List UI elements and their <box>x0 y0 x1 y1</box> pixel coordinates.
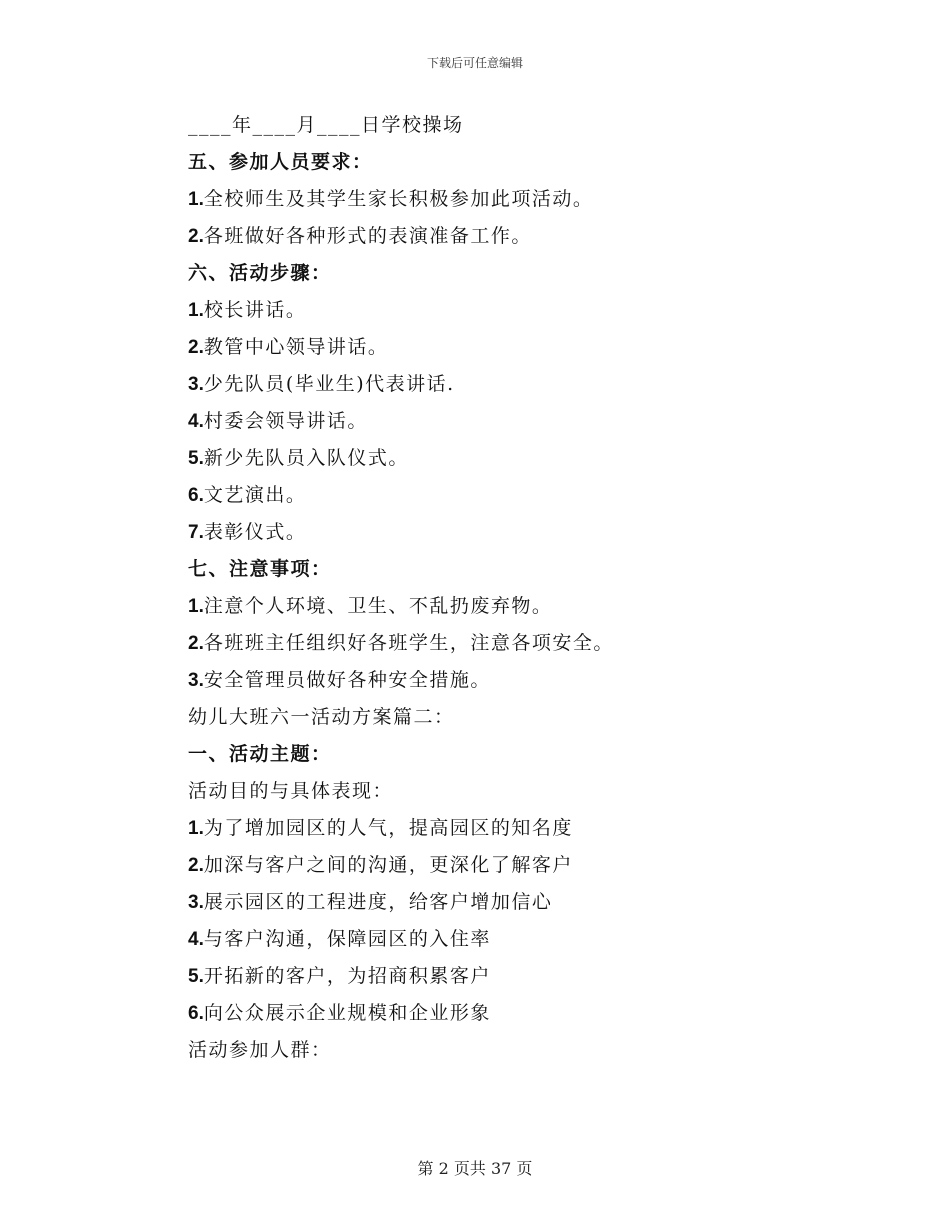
list-item-number: 5. <box>188 448 204 469</box>
list-item <box>188 403 828 440</box>
list-item <box>188 810 828 847</box>
list-item-text: 展示园区的工程进度，给客户增加信心 <box>203 891 553 913</box>
list-item-text: 各班班主任组织好各班学生，注意各项安全。 <box>203 632 614 654</box>
list-item-number: 6. <box>188 1003 204 1024</box>
list-item-text: 少先队员(毕业生)代表讲话. <box>203 373 455 395</box>
list-item <box>188 921 828 958</box>
list-item-number: 1. <box>188 818 204 839</box>
list-item-number: 7. <box>188 522 204 543</box>
list-item-text: 表彰仪式。 <box>203 521 307 543</box>
section-heading: 一、活动主题： <box>188 743 332 765</box>
list-item-number: 1. <box>188 300 204 321</box>
list-item-number: 1. <box>188 189 204 210</box>
list-item-number: 3. <box>188 892 204 913</box>
list-item-text: 注意个人环境、卫生、不乱扔废弃物。 <box>203 595 553 617</box>
list-item-text: 安全管理员做好各种安全措施。 <box>203 669 491 691</box>
page-header: 下载后可任意编辑 <box>426 56 523 70</box>
list-item-text: 加深与客户之间的沟通，更深化了解客户 <box>203 854 573 876</box>
list-item-number: 5. <box>188 966 204 987</box>
list-item-text: 开拓新的客户，为招商积累客户 <box>203 965 491 987</box>
list-item-number: 6. <box>188 485 204 506</box>
list-item-number: 2. <box>188 337 204 358</box>
list-item-number: 3. <box>188 670 204 691</box>
list-item-text: 村委会领导讲话。 <box>203 410 368 432</box>
section-heading: 五、参加人员要求： <box>188 151 373 173</box>
list-item-text: 向公众展示企业规模和企业形象 <box>203 1002 491 1024</box>
list-item <box>188 440 828 477</box>
page-footer: 第 2 页共 37 页 <box>417 1159 533 1178</box>
list-item <box>188 625 828 662</box>
list-item-number: 2. <box>188 226 204 247</box>
document-body <box>188 107 828 1069</box>
list-item-number: 2. <box>188 855 204 876</box>
list-item-number: 4. <box>188 929 204 950</box>
paragraph-line: 活动参加人群： <box>188 1039 332 1061</box>
list-item <box>188 884 828 921</box>
list-item-text: 为了增加园区的人气，提高园区的知名度 <box>203 817 573 839</box>
section-heading: 六、活动步骤： <box>188 262 332 284</box>
list-item-text: 教管中心领导讲话。 <box>203 336 389 358</box>
list-item-text: 文艺演出。 <box>203 484 307 506</box>
list-item <box>188 514 828 551</box>
paragraph-line: ____年____月____日学校操场 <box>188 114 464 136</box>
list-item <box>188 329 828 366</box>
list-item-number: 2. <box>188 633 204 654</box>
paragraph-line: 幼儿大班六一活动方案篇二： <box>188 706 455 728</box>
list-item-text: 与客户沟通，保障园区的入住率 <box>203 928 491 950</box>
list-item-number: 4. <box>188 411 204 432</box>
list-item <box>188 847 828 884</box>
list-item-text: 校长讲话。 <box>203 299 307 321</box>
list-item-number: 1. <box>188 596 204 617</box>
section-heading: 七、注意事项： <box>188 558 332 580</box>
list-item-text: 各班做好各种形式的表演准备工作。 <box>203 225 532 247</box>
list-item-number: 3. <box>188 374 204 395</box>
list-item <box>188 181 828 218</box>
list-item <box>188 995 828 1032</box>
list-item <box>188 662 828 699</box>
list-item-text: 新少先队员入队仪式。 <box>203 447 409 469</box>
list-item-text: 全校师生及其学生家长积极参加此项活动。 <box>203 188 594 210</box>
list-item <box>188 366 828 403</box>
list-item <box>188 292 828 329</box>
list-item <box>188 218 828 255</box>
paragraph-line: 活动目的与具体表现： <box>188 780 394 802</box>
list-item <box>188 477 828 514</box>
list-item <box>188 588 828 625</box>
list-item <box>188 958 828 995</box>
